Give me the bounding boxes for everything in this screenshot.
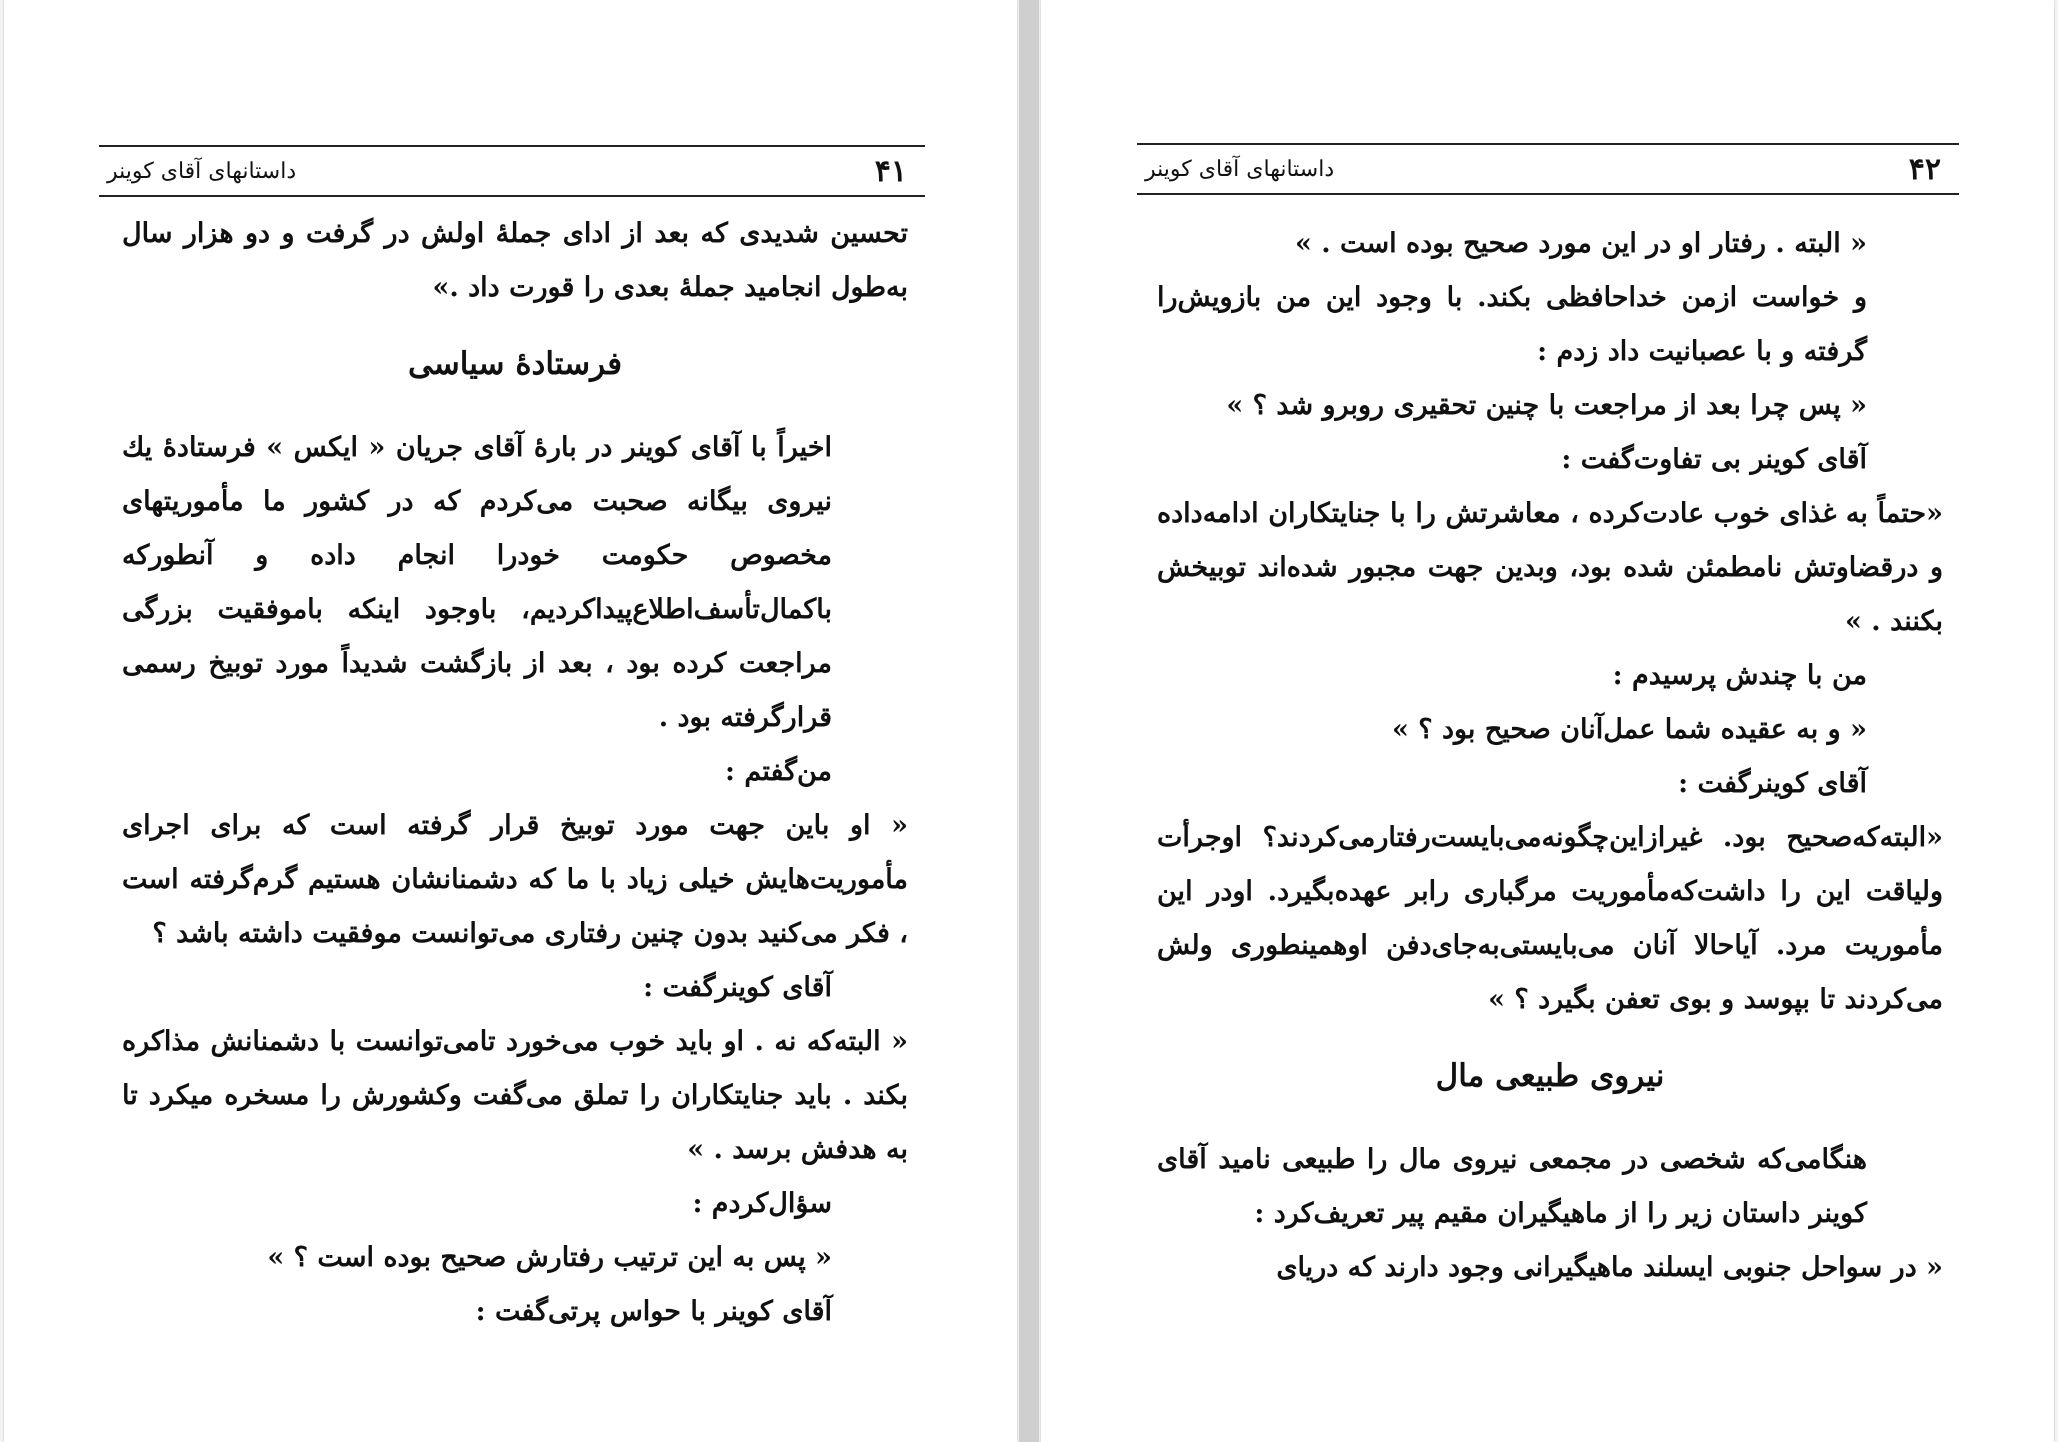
paragraph: «البته‌که‌صحیح بود. غیرازاین‌چگونه‌می‌بایست‌رفتارمی‌کردند؟ اوجرأت ولیاقت این را داشت‌که‌مأموریت مرگباری رابر عهده‌بگیرد. اودر این مأموریت مرد. آیاحالا آنان می‌بایستی‌به‌جای‌دفن اوهمینطوری ولش می‌کردند تا بپوسد و بوی تعفن بگیرد ؟ » xyxy=(1157,822,1943,1015)
page-number: ۴۲ xyxy=(1908,151,1941,187)
page-header xyxy=(99,145,925,197)
paragraph: اخیراً با آقای کوینر در بارهٔ آقای جریان « ایکس » فرستادهٔ یك نیروی بیگانه صحبت می‌کردم که در کشور ما مأموریتهای مخصوص حکومت خودرا انجام داده و آنطورکه باکمال‌تأسف‌اطلاع‌پیداکردیم، باوجود اینکه باموفقیت بزرگی مراجعت کرده بود ، بعد از بازگشت شدیداً مورد توبیخ رسمی قرارگرفته بود . xyxy=(122,432,832,733)
paragraph: « در سواحل جنوبی ایسلند ماهیگیرانی وجود دارند که دریای xyxy=(1276,1252,1943,1283)
paragraph: آقای کوینرگفت : xyxy=(643,972,832,1003)
page-gutter xyxy=(1019,0,1039,1442)
paragraph: تحسین شدیدی که بعد از ادای جملهٔ اولش در گرفت و دو هزار سال به‌طول انجامید جملهٔ بعدی را قورت داد .» xyxy=(122,218,908,303)
paragraph: آقای کوینرگفت : xyxy=(1678,768,1867,799)
section-heading: فرستادهٔ سیاسی xyxy=(407,346,623,382)
paragraph: « البته‌که نه . او باید خوب می‌خورد تامی‌توانست با دشمنانش مذاکره بکند . باید جنایتکاران را تملق می‌گفت وکشورش را مسخره میکرد تا به هدفش برسد . » xyxy=(122,1026,908,1165)
running-title: داستانهای آقای کوینر xyxy=(1145,156,1335,182)
page-number: ۴۱ xyxy=(874,153,907,189)
book-page-right xyxy=(1041,0,2054,1442)
paragraph: سؤال‌کردم : xyxy=(692,1188,832,1219)
paragraph: « البته . رفتار او در این مورد صحیح بوده است . » xyxy=(1294,228,1867,259)
paragraph: « او باین جهت مورد توبیخ قرار گرفته است که برای اجرای مأموریت‌هایش خیلی زیاد با ما که دشمنانشان هستیم گرم‌گرفته است ، فکر می‌کنید بدون چنین رفتاری می‌توانست موفقیت داشته باشد ؟ xyxy=(122,810,908,949)
paragraph: « و به عقیده شما عمل‌آنان صحیح بود ؟ » xyxy=(1391,714,1867,745)
paragraph: من‌گفتم : xyxy=(724,756,832,787)
paragraph: « پس چرا بعد از مراجعت با چنین تحقیری روبرو شد ؟ » xyxy=(1226,390,1867,421)
paragraph: «حتماً به غذای خوب عادت‌کرده ، معاشرتش را با جنایتکاران ادامه‌داده و درقضاوتش نامطمئن شده بود، وبدین جهت مجبور شده‌اند توبیخش بکنند . » xyxy=(1157,498,1943,637)
running-title: داستانهای آقای کوینر xyxy=(107,158,297,184)
page-body xyxy=(122,207,908,1339)
paragraph: و خواست ازمن خداحافظی بکند. با وجود این من بازویش‌را گرفته و با عصبانیت داد زدم : xyxy=(1157,282,1867,367)
section-heading: نیروی طبیعی مال xyxy=(1435,1058,1665,1094)
page-body xyxy=(1157,217,1943,1295)
paragraph: آقای کوینر بی تفاوت‌گفت : xyxy=(1561,444,1867,475)
paragraph: آقای کوینر با حواس پرتی‌گفت : xyxy=(475,1296,832,1327)
page-header xyxy=(1137,143,1959,195)
paragraph: هنگامی‌که شخصی در مجمعی نیروی مال را طبیعی نامید آقای کوینر داستان زیر را از ماهیگیران مقیم پیر تعریف‌کرد : xyxy=(1157,1144,1867,1229)
paragraph: من با چندش پرسیدم : xyxy=(1612,660,1867,691)
book-page-left xyxy=(4,0,1017,1442)
paragraph: « پس به این ترتیب رفتارش صحیح بوده است ؟ » xyxy=(267,1242,832,1273)
